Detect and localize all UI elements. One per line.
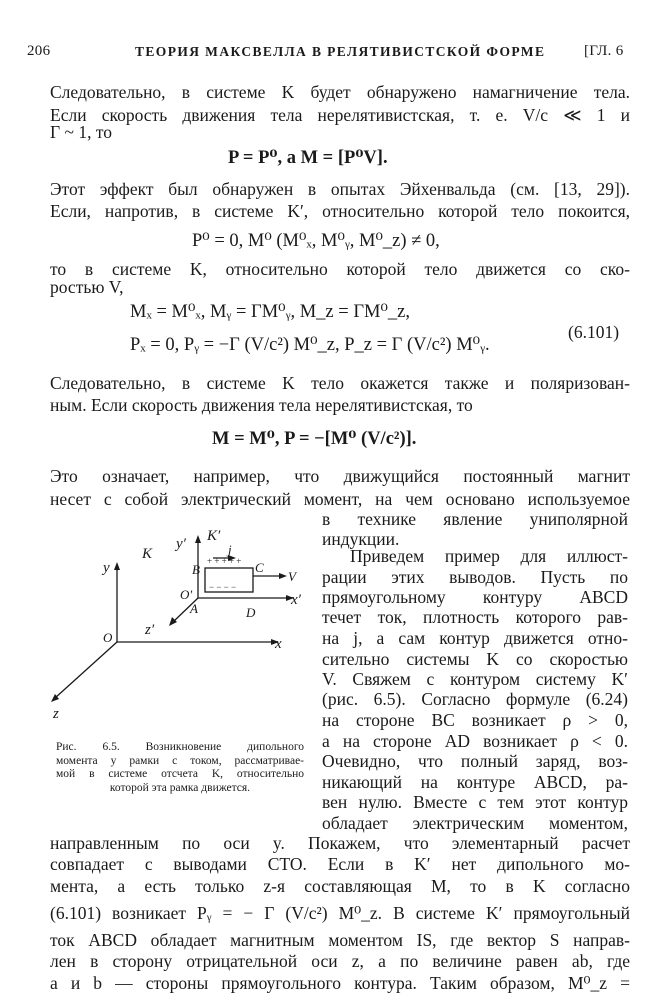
text-line: ным. Если скорость движения тела нерелятивистская, то <box>50 395 473 415</box>
label-O: O <box>103 630 113 645</box>
label-x: x <box>275 636 282 652</box>
text-line: вен нулю. Вместе с тем этот контур <box>322 792 628 812</box>
label-V: V <box>288 569 296 584</box>
text-line: на стороне BC возникает ρ > 0, <box>322 710 628 730</box>
label-z-prime: z′ <box>145 622 155 638</box>
text-line: ростью V, <box>50 277 124 297</box>
text-line: на j, а сам контур движется отно- <box>322 628 628 648</box>
text-line: Если скорость движения тела нерелятивистская, т. е. V/c ≪ 1 и <box>50 105 630 125</box>
equation: Mₓ = M⁰ₓ, Mᵧ = ΓM⁰ᵧ, M_z = ΓM⁰_z, <box>130 302 410 322</box>
label-y: y <box>103 560 110 576</box>
text-line: направленным по оси y. Покажем, что элементарный расчет <box>50 833 630 853</box>
text-line: прямоугольному контуру ABCD <box>322 587 628 607</box>
text-line: Следовательно, в системе K будет обнаружено намагничение тела. <box>50 82 630 102</box>
text-line: (рис. 6.5). Согласно формуле (6.24) <box>322 689 628 709</box>
text-line: Γ ~ 1, то <box>50 122 113 142</box>
page-number: 206 <box>27 43 51 59</box>
caption-line: Рис. 6.5. Возникновение дипольного <box>56 741 304 753</box>
text-line: V. Свяжем с контуром систему K′ <box>322 669 628 689</box>
equation: P = P⁰, а M = [P⁰V]. <box>228 148 388 168</box>
label-K: K <box>142 546 153 562</box>
figure-6-5-diagram <box>45 510 317 720</box>
text-line: Следовательно, в системе K тело окажется также и поляризован- <box>50 373 630 393</box>
label-minus-charges: − − − − <box>209 582 237 592</box>
label-B: B <box>192 562 200 577</box>
text-line: лен в сторону отрицательной оси z, а по величине равен ab, где <box>50 951 630 971</box>
text-line: ток ABCD обладает магнитным моментом IS, где вектор S направ- <box>50 930 630 950</box>
text-line: несет с собой электрический момент, на чем основано используемое <box>50 489 630 509</box>
equation: Pₓ = 0, Pᵧ = −Γ (V/c²) M⁰_z, P_z = Γ (V/c²) M⁰ᵧ. <box>130 335 490 355</box>
text-line: течет ток, плотность которого рав- <box>322 607 628 627</box>
text-line: Если, напротив, в системе K′, относительно которой тело покоится, <box>50 201 630 221</box>
chapter-label: [ГЛ. 6 <box>584 43 624 59</box>
caption-line: мой в системе отсчета K, относительно <box>56 768 304 780</box>
equation-number: (6.101) <box>568 322 620 342</box>
text-line: а на стороне AD возникает ρ < 0. <box>322 731 628 751</box>
text-line: Приведем пример для иллюст- <box>350 546 628 566</box>
text-line: Это означает, например, что движущийся постоянный магнит <box>50 466 630 486</box>
caption-line: момента у рамки с током, рассматривае- <box>56 754 304 767</box>
text-line: в технике явление униполярной <box>322 509 628 529</box>
text-line: рации этих выводов. Пусть по <box>322 567 628 587</box>
text-line: a и b — стороны прямоугольного контура. Таким образом, M⁰_z = <box>50 973 630 993</box>
text-line: то в системе K, относительно которой тело движется со ско- <box>50 259 630 279</box>
text-line: индукции. <box>322 529 400 549</box>
label-D: D <box>246 605 256 620</box>
axis-z <box>55 642 117 698</box>
text-line: Очевидно, что полный заряд, воз- <box>322 751 628 771</box>
text-line: (6.101) возникает Pᵧ = − Γ (V/c²) M⁰_z. В системе K′ прямоугольный <box>50 903 630 923</box>
text-line: никающий на контуре ABCD, ра- <box>322 772 628 792</box>
label-x-prime: x′ <box>291 592 301 608</box>
running-title: ТЕОРИЯ МАКСВЕЛЛА В РЕЛЯТИВИСТСКОЙ ФОРМЕ <box>135 44 546 59</box>
label-C: C <box>255 560 264 575</box>
equation: P⁰ = 0, M⁰ (M⁰ₓ, M⁰ᵧ, M⁰_z) ≠ 0, <box>192 231 440 251</box>
label-O-prime: O′ <box>180 587 193 602</box>
caption-line: которой эта рамка движется. <box>109 781 251 794</box>
text-line: обладает электрическим моментом, <box>322 813 628 833</box>
label-K-prime: K′ <box>207 528 221 544</box>
text-line: Этот эффект был обнаружен в опытах Эйхенвальда (см. [13, 29]). <box>50 179 630 199</box>
text-line: сительно системы K со скоростью <box>322 649 628 669</box>
label-y-prime: y′ <box>176 536 186 552</box>
figure-caption <box>56 741 304 795</box>
label-plus-charges: + + + + + <box>207 556 242 566</box>
text-line: совпадает с выводами СТО. Если в K′ нет дипольного мо- <box>50 854 630 874</box>
equation: M = M⁰, P = −[M⁰ (V/c²)]. <box>212 429 417 449</box>
text-line: мента, а есть только z-я составляющая M, то в K согласно <box>50 876 630 896</box>
label-j: j <box>228 542 232 557</box>
label-A: A <box>190 601 198 616</box>
label-z: z <box>53 706 59 720</box>
